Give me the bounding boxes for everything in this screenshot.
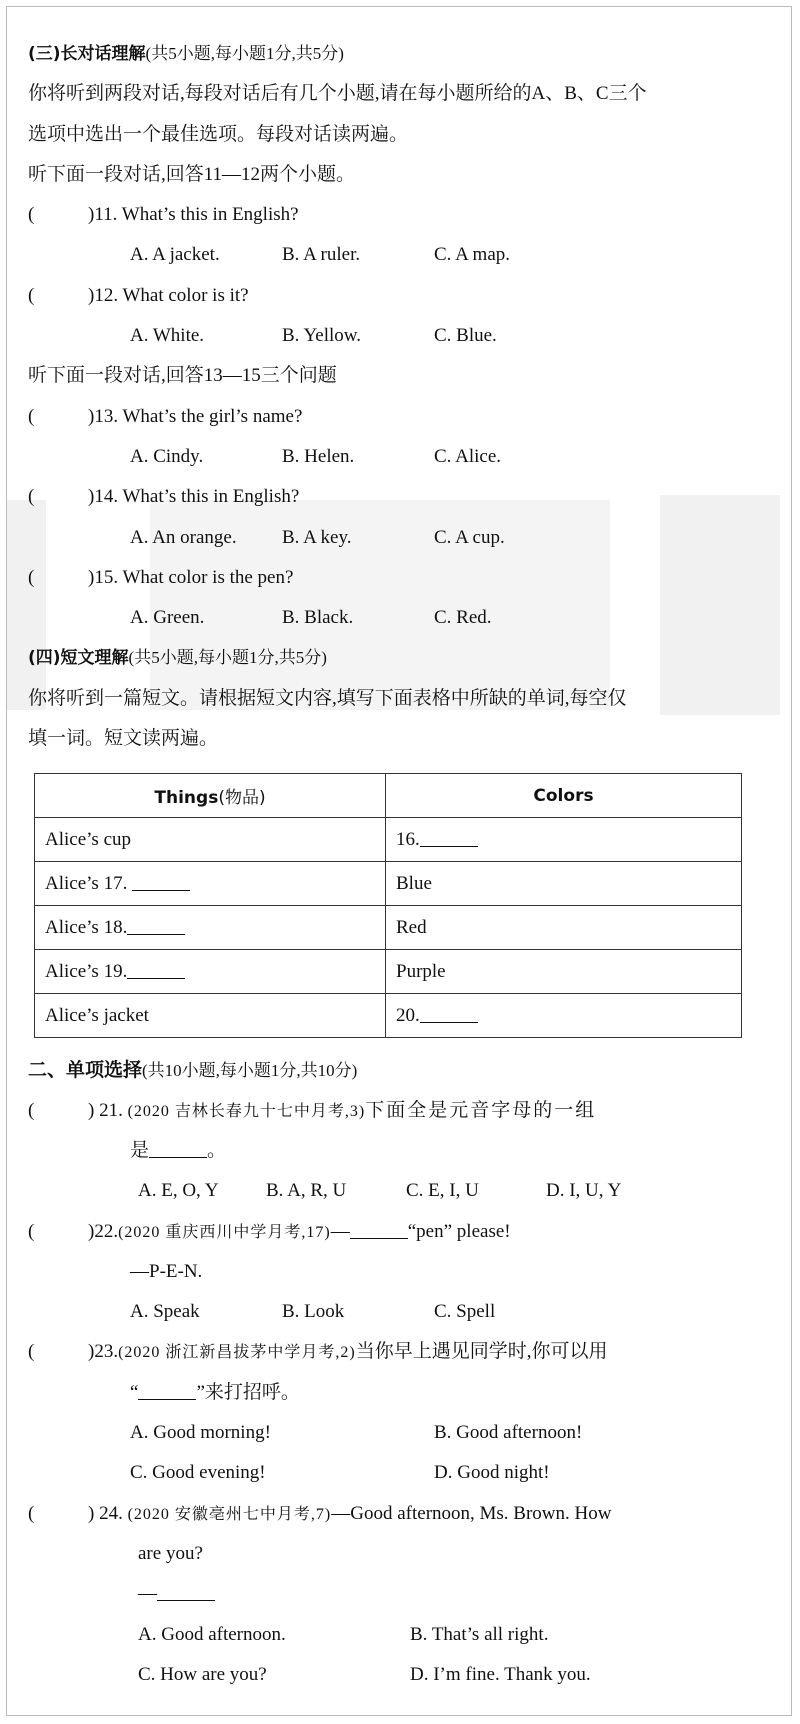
option-c: C. A cup. — [434, 526, 505, 548]
color-cell: Blue — [386, 862, 742, 906]
option-d: D. Good night! — [434, 1462, 550, 1484]
thing-label: Alice’s 17. — [45, 873, 128, 895]
answer-blank[interactable] — [127, 916, 185, 935]
option-c: C. A map. — [434, 244, 511, 266]
option-a: A. Green. — [130, 607, 205, 629]
option-b: B. A ruler. — [282, 244, 361, 266]
header-things-cn: (物品) — [218, 788, 266, 809]
question-13-options — [28, 437, 758, 477]
question-11 — [28, 195, 758, 235]
answer-paren[interactable]: ( — [28, 405, 35, 427]
table-row — [35, 818, 742, 862]
option-d: D. I, U, Y — [546, 1180, 622, 1202]
question-12-options — [28, 316, 758, 356]
question-source: (2020 吉林长春九十七中月考,3) — [127, 1102, 366, 1120]
answer-paren[interactable]: ( — [28, 1341, 35, 1363]
color-cell: Purple — [386, 950, 742, 994]
section3-intro-1: 你将听到两段对话,每段对话后有几个小题,请在每小题所给的A、B、C三个 — [28, 83, 647, 105]
thing-label: Alice’s 18. — [45, 917, 128, 939]
section3-meta: (共5小题,每小题1分,共5分) — [145, 44, 344, 63]
quote-open: “ — [130, 1381, 139, 1403]
section3-intro-2: 选项中选出一个最佳选项。每段对话读两遍。 — [28, 123, 409, 145]
option-b: B. Look — [282, 1301, 345, 1323]
color-label: 20. — [396, 1005, 420, 1027]
question-stem: )14. What’s this in English? — [88, 486, 300, 508]
header-things-label: Things — [154, 788, 219, 809]
question-stem-pre: — — [330, 1220, 350, 1242]
question-21-line2 — [28, 1131, 758, 1171]
option-a: A. Good afternoon. — [138, 1623, 286, 1645]
option-a: A. Good morning! — [130, 1422, 271, 1444]
question-23 — [28, 1332, 758, 1372]
option-b: B. Yellow. — [282, 325, 362, 347]
thing-cell — [35, 950, 386, 994]
option-b: B. Good afternoon! — [434, 1422, 583, 1444]
option-c: C. How are you? — [138, 1663, 267, 1685]
answer-paren[interactable]: ( — [28, 486, 35, 508]
question-15-options — [28, 598, 758, 638]
header-colors: Colors — [386, 774, 742, 818]
question-21-options — [28, 1171, 758, 1211]
question-stem: —Good afternoon, Ms. Brown. How — [331, 1502, 612, 1524]
option-c: C. Alice. — [434, 445, 502, 467]
question-23-line2 — [28, 1373, 758, 1413]
section3-heading-line — [28, 34, 758, 74]
option-a: A. A jacket. — [130, 244, 220, 266]
color-label: 16. — [396, 829, 420, 851]
question-source: (2020 浙江新昌拔茅中学月考,2) — [118, 1344, 356, 1362]
option-c: C. Blue. — [434, 325, 497, 347]
answer-blank[interactable] — [420, 1004, 478, 1023]
answer-paren[interactable]: ( — [28, 1220, 35, 1242]
table-row — [35, 950, 742, 994]
answer-blank[interactable] — [132, 872, 190, 891]
question-24-line3 — [28, 1574, 758, 1614]
question-22 — [28, 1212, 758, 1252]
colors-table — [34, 773, 742, 1038]
option-a: A. E, O, Y — [138, 1180, 219, 1202]
question-stem: )13. What’s the girl’s name? — [88, 405, 303, 427]
question-stem-post: “pen” please! — [407, 1220, 511, 1242]
dialog1-instruction: 听下面一段对话,回答11—12两个小题。 — [28, 163, 356, 185]
option-d: D. I’m fine. Thank you. — [410, 1663, 591, 1685]
question-stem: 当你早上遇见同学时,你可以用 — [355, 1341, 608, 1363]
section4-meta: (共5小题,每小题1分,共5分) — [128, 648, 327, 668]
question-24 — [28, 1494, 758, 1534]
question-21 — [28, 1091, 758, 1131]
part2-heading-line — [28, 1050, 758, 1090]
answer-paren[interactable]: ( — [28, 566, 35, 588]
question-stem: )11. What’s this in English? — [88, 204, 299, 226]
question-23-options-row1 — [28, 1413, 758, 1453]
option-c: C. Spell — [434, 1301, 496, 1323]
table-row — [35, 906, 742, 950]
question-stem: )12. What color is it? — [88, 284, 249, 306]
option-b: B. A key. — [282, 526, 352, 548]
dash: — — [138, 1583, 157, 1605]
option-a: A. Speak — [130, 1301, 200, 1323]
section4-intro-2: 填一词。短文读两遍。 — [28, 728, 219, 750]
answer-blank[interactable] — [138, 1381, 196, 1400]
option-c: C. Red. — [434, 607, 492, 629]
option-b: B. A, R, U — [266, 1180, 347, 1202]
question-15 — [28, 558, 758, 598]
color-cell — [386, 818, 742, 862]
question-source: (2020 安徽亳州七中月考,7) — [127, 1505, 332, 1523]
option-b: B. Black. — [282, 607, 354, 629]
color-cell — [386, 994, 742, 1038]
table-header-row — [35, 774, 742, 818]
header-things — [35, 774, 386, 818]
option-b: B. Helen. — [282, 445, 355, 467]
dialog2-instruction: 听下面一段对话,回答13—15三个问题 — [28, 365, 337, 387]
answer-blank[interactable] — [157, 1582, 215, 1601]
question-stem: )15. What color is the pen? — [88, 566, 294, 588]
thing-cell — [35, 906, 386, 950]
question-13 — [28, 397, 758, 437]
part2-meta: (共10小题,每小题1分,共10分) — [142, 1061, 358, 1081]
question-24-options-row1 — [28, 1615, 758, 1655]
answer-blank[interactable] — [350, 1220, 408, 1239]
question-24-line2: are you? — [138, 1542, 203, 1564]
question-14 — [28, 477, 758, 517]
thing-cell: Alice’s cup — [35, 818, 386, 862]
answer-blank[interactable] — [127, 960, 185, 979]
worksheet-content — [28, 34, 758, 1695]
question-number: )22. — [88, 1220, 119, 1242]
table-row — [35, 862, 742, 906]
section4-heading: (四)短文理解 — [28, 648, 129, 669]
answer-paren[interactable]: ( — [28, 284, 35, 306]
question-number: ) 24. — [88, 1502, 123, 1524]
question-24-options-row2 — [28, 1655, 758, 1695]
answer-paren[interactable]: ( — [28, 204, 35, 226]
option-c: C. Good evening! — [130, 1462, 266, 1484]
section4-intro-1: 你将听到一篇短文。请根据短文内容,填写下面表格中所缺的单词,每空仅 — [28, 687, 627, 709]
answer-paren[interactable]: ( — [28, 1099, 35, 1121]
option-c: C. E, I, U — [406, 1180, 479, 1202]
question-stem-end: 。 — [207, 1139, 227, 1161]
part2-heading: 二、单项选择 — [28, 1059, 143, 1082]
question-stem-post: ”来打招呼。 — [196, 1381, 300, 1403]
option-a: A. White. — [130, 325, 205, 347]
thing-label: Alice’s 19. — [45, 961, 128, 983]
question-11-options — [28, 235, 758, 275]
question-number: ) 21. — [88, 1099, 123, 1121]
table-row — [35, 994, 742, 1038]
question-14-options — [28, 518, 758, 558]
answer-blank[interactable] — [149, 1139, 207, 1158]
question-stem: 下面全是元音字母的一组 — [365, 1099, 597, 1121]
question-number: )23. — [88, 1341, 119, 1363]
question-source: (2020 重庆西川中学月考,17) — [118, 1223, 331, 1241]
color-cell: Red — [386, 906, 742, 950]
question-22-line2: —P-E-N. — [130, 1260, 203, 1282]
thing-cell: Alice’s jacket — [35, 994, 386, 1038]
question-12 — [28, 276, 758, 316]
answer-blank[interactable] — [420, 828, 478, 847]
question-22-options — [28, 1292, 758, 1332]
section4-heading-line — [28, 638, 758, 678]
option-a: A. An orange. — [130, 526, 237, 548]
option-b: B. That’s all right. — [410, 1623, 549, 1645]
answer-paren[interactable]: ( — [28, 1502, 35, 1524]
question-stem-cont: 是 — [130, 1139, 150, 1161]
section3-heading: (三)长对话理解 — [28, 44, 146, 64]
option-a: A. Cindy. — [130, 445, 204, 467]
thing-cell — [35, 862, 386, 906]
question-23-options-row2 — [28, 1453, 758, 1493]
